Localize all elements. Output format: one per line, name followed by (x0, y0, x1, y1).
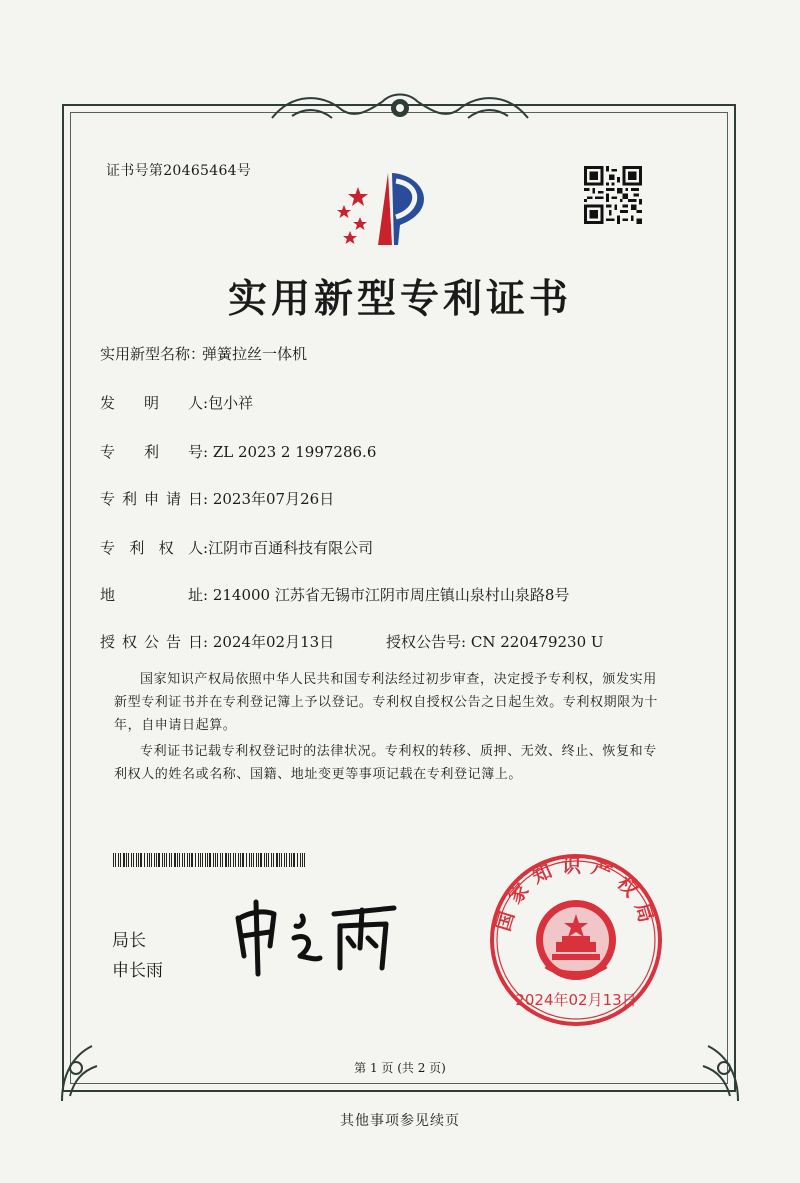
value-patentee: 江阴市百通科技有限公司 (208, 539, 374, 557)
top-ornament (262, 88, 538, 128)
certificate-title: 实用新型专利证书 (227, 277, 572, 322)
field-patent-number (100, 441, 376, 462)
label-patentee: 专利权人 (100, 539, 203, 557)
qr-code-icon (584, 166, 642, 224)
official-seal (486, 850, 666, 1030)
separator: : (203, 490, 209, 508)
field-grant-date (100, 631, 334, 652)
national-emblem-icon (536, 900, 616, 980)
label-address: 地址 (100, 586, 203, 604)
page-number: 第 1 页 (共 2 页) (354, 1061, 446, 1075)
field-application-date (100, 488, 334, 509)
separator: ： (190, 345, 206, 363)
value-inventor: 包小祥 (208, 394, 254, 412)
signatory-title: 局长 (112, 931, 146, 951)
grant-statement-paragraph: 国家知识产权局依照中华人民共和国专利法经过初步审查，决定授予专利权，颁发实用新型专利证书并在专利登记簿上予以登记。专利权自授权公告之日起生效。专利权期限为十年，自申请日起算。 (114, 672, 659, 733)
separator: : (203, 633, 209, 651)
value-application-date: 2023年07月26日 (212, 490, 335, 508)
seal-date: 2024年02月13日 (515, 991, 637, 1009)
value-utility-model-name: 弹簧拉丝一体机 (202, 345, 308, 363)
label-application-date: 专利申请日 (100, 490, 203, 508)
separator: : (203, 586, 209, 604)
value-grant-date: 2024年02月13日 (212, 633, 335, 651)
value-patent-number: ZL 2023 2 1997286.6 (212, 443, 377, 461)
footer-note: 其他事项参见续页 (340, 1113, 460, 1129)
separator: : (461, 633, 467, 651)
field-inventor (100, 392, 253, 413)
value-address: 214000 江苏省无锡市江阴市周庄镇山泉村山泉路8号 (212, 586, 570, 604)
value-grant-number: CN 220479230 U (470, 633, 604, 651)
label-grant-number: 授权公告号 (386, 633, 462, 651)
separator: : (203, 394, 209, 412)
field-grant-number (386, 631, 604, 652)
handwritten-signature (230, 898, 400, 978)
barcode-icon (113, 853, 309, 867)
patent-office-emblem-icon (330, 165, 440, 255)
signatory-name: 申长雨 (112, 961, 163, 981)
separator: : (203, 539, 209, 557)
legal-status-paragraph: 专利证书记载专利权登记时的法律状况。专利权的转移、质押、无效、终止、恢复和专利权人的姓名或名称、国籍、地址变更等事项记载在专利登记簿上。 (114, 744, 657, 782)
seal-text: 国家知识产权局 (492, 854, 660, 934)
label-grant-date: 授权公告日 (100, 633, 203, 651)
label-inventor: 发明人 (100, 394, 203, 412)
certificate-number: 证书号第20465464号 (106, 163, 252, 179)
field-utility-model-name (100, 343, 307, 364)
field-patentee (100, 537, 373, 558)
field-address (100, 584, 569, 605)
label-patent-number: 专利号 (100, 443, 203, 461)
separator: : (203, 443, 209, 461)
label-utility-model-name: 实用新型名称 (100, 345, 191, 363)
